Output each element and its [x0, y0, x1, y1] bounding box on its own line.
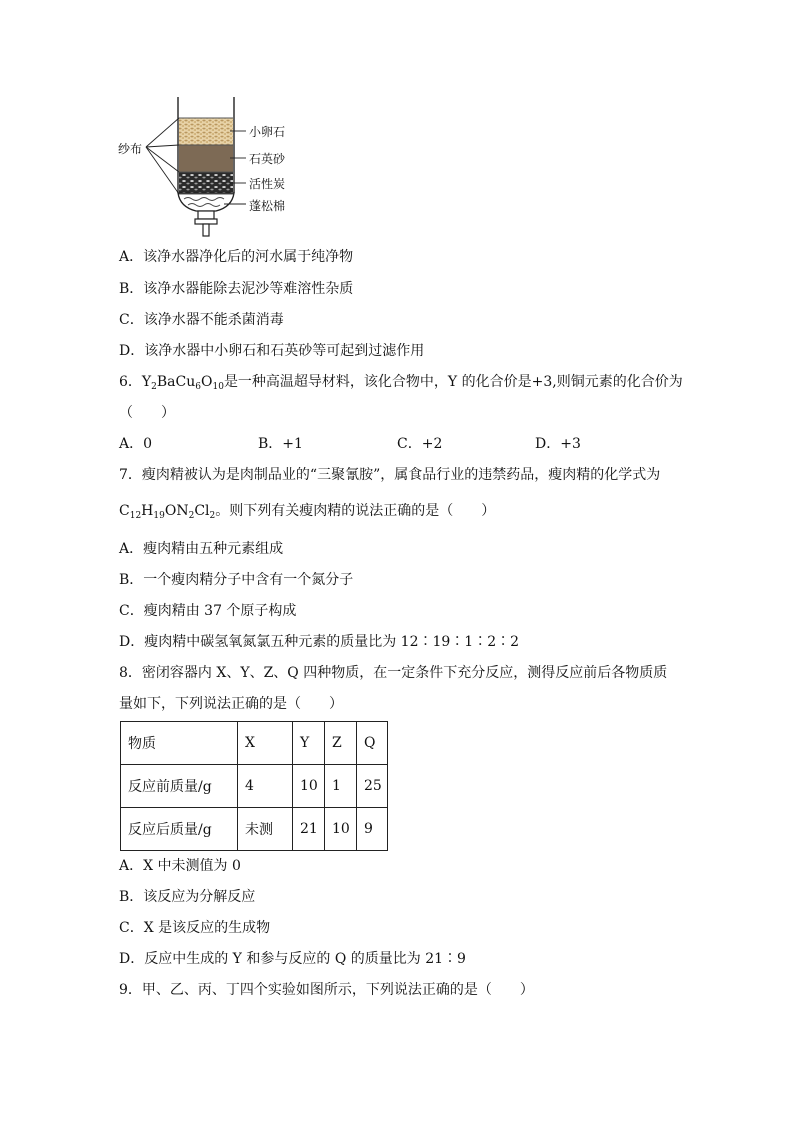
table-header-row	[121, 722, 388, 765]
water-purifier-figure	[118, 95, 308, 245]
q6-option-c: C．+2	[397, 436, 443, 452]
q6-option-a: A．0	[119, 436, 153, 452]
table-cell: Q	[357, 722, 388, 765]
pebble-label: 小卵石	[249, 125, 286, 139]
activated-carbon-layer	[179, 172, 233, 194]
q7-option-c: C．瘦肉精由 37 个原子构成	[119, 603, 297, 619]
table-cell: 1	[325, 765, 357, 808]
table-cell: 10	[325, 808, 357, 851]
table-row	[121, 765, 388, 808]
q5-option-b: B．该净水器能除去泥沙等难溶性杂质	[119, 281, 354, 297]
q8-option-b: B．该反应为分解反应	[119, 889, 256, 905]
q9-stem: 9．甲、乙、丙、丁四个实验如图所示，下列说法正确的是（ ）	[119, 982, 534, 998]
q7-stem-text: 。则下列有关瘦肉精的说法正确的是（ ）	[215, 503, 496, 519]
table-cell: 10	[293, 765, 325, 808]
table-cell: Z	[325, 722, 357, 765]
q8-option-c: C．X 是该反应的生成物	[119, 920, 271, 936]
activated-carbon-label: 活性炭	[249, 177, 286, 191]
q7-option-d: D．瘦肉精中碳氢氧氮氯五种元素的质量比为 12∶19∶1∶2∶2	[119, 634, 520, 650]
q8-stem-2: 量如下，下列说法正确的是（ ）	[119, 696, 343, 712]
q7-option-b: B．一个瘦肉精分子中含有一个氮分子	[119, 572, 354, 588]
table-cell: 物质	[121, 722, 238, 765]
q5-option-c: C．该净水器不能杀菌消毒	[119, 312, 284, 328]
mass-table	[120, 721, 388, 851]
cotton-label: 蓬松棉	[249, 199, 286, 213]
q8-stem: 8．密闭容器内 X、Y、Z、Q 四种物质，在一定条件下充分反应，测得反应前后各物质质	[119, 665, 668, 681]
pebble-layer	[179, 118, 233, 145]
table-cell: 反应后质量/g	[121, 808, 238, 851]
q5-option-d: D．该净水器中小卵石和石英砂等可起到过滤作用	[119, 343, 425, 359]
purifier-diagram	[118, 95, 308, 245]
table-cell: 未测	[238, 808, 293, 851]
q6-paren: （ ）	[119, 405, 175, 421]
table-row	[121, 808, 388, 851]
q8-option-d: D．反应中生成的 Y 和参与反应的 Q 的质量比为 21∶9	[119, 951, 466, 967]
quartz-sand-label: 石英砂	[249, 152, 286, 166]
table-cell: Y	[293, 722, 325, 765]
q6-option-b: B．+1	[258, 436, 303, 452]
gauze-label: 纱布	[118, 142, 143, 156]
q6-stem-text: 是一种高温超导材料，该化合物中，Y 的化合价是+3,则铜元素的化合价为	[223, 374, 683, 390]
q7-stem-formula: $C_{12}H_{19}ON_2Cl_2$。则下列有关瘦肉精的说法正确的是（ ）	[119, 503, 496, 521]
table-cell: X	[238, 722, 293, 765]
quartz-sand-layer	[179, 145, 233, 172]
table-cell: 25	[357, 765, 388, 808]
q6-options	[119, 434, 639, 454]
q7-option-a: A．瘦肉精由五种元素组成	[119, 541, 284, 557]
table-cell: 21	[293, 808, 325, 851]
table-cell: 4	[238, 765, 293, 808]
table-cell: 9	[357, 808, 388, 851]
q6-option-d: D．+3	[535, 436, 581, 452]
q8-option-a: A．X 中未测值为 0	[119, 858, 241, 874]
q5-option-a: A．该净水器净化后的河水属于纯净物	[119, 249, 354, 265]
table-cell: 反应前质量/g	[121, 765, 238, 808]
q6-stem: 6．$Y_2BaCu_6O_{10}$是一种高温超导材料，该化合物中，Y 的化合价是+3,则铜元素的化合价为	[119, 374, 683, 392]
q7-stem: 7．瘦肉精被认为是肉制品业的“三聚氰胺”，属食品行业的违禁药品，瘦肉精的化学式为	[119, 467, 661, 483]
